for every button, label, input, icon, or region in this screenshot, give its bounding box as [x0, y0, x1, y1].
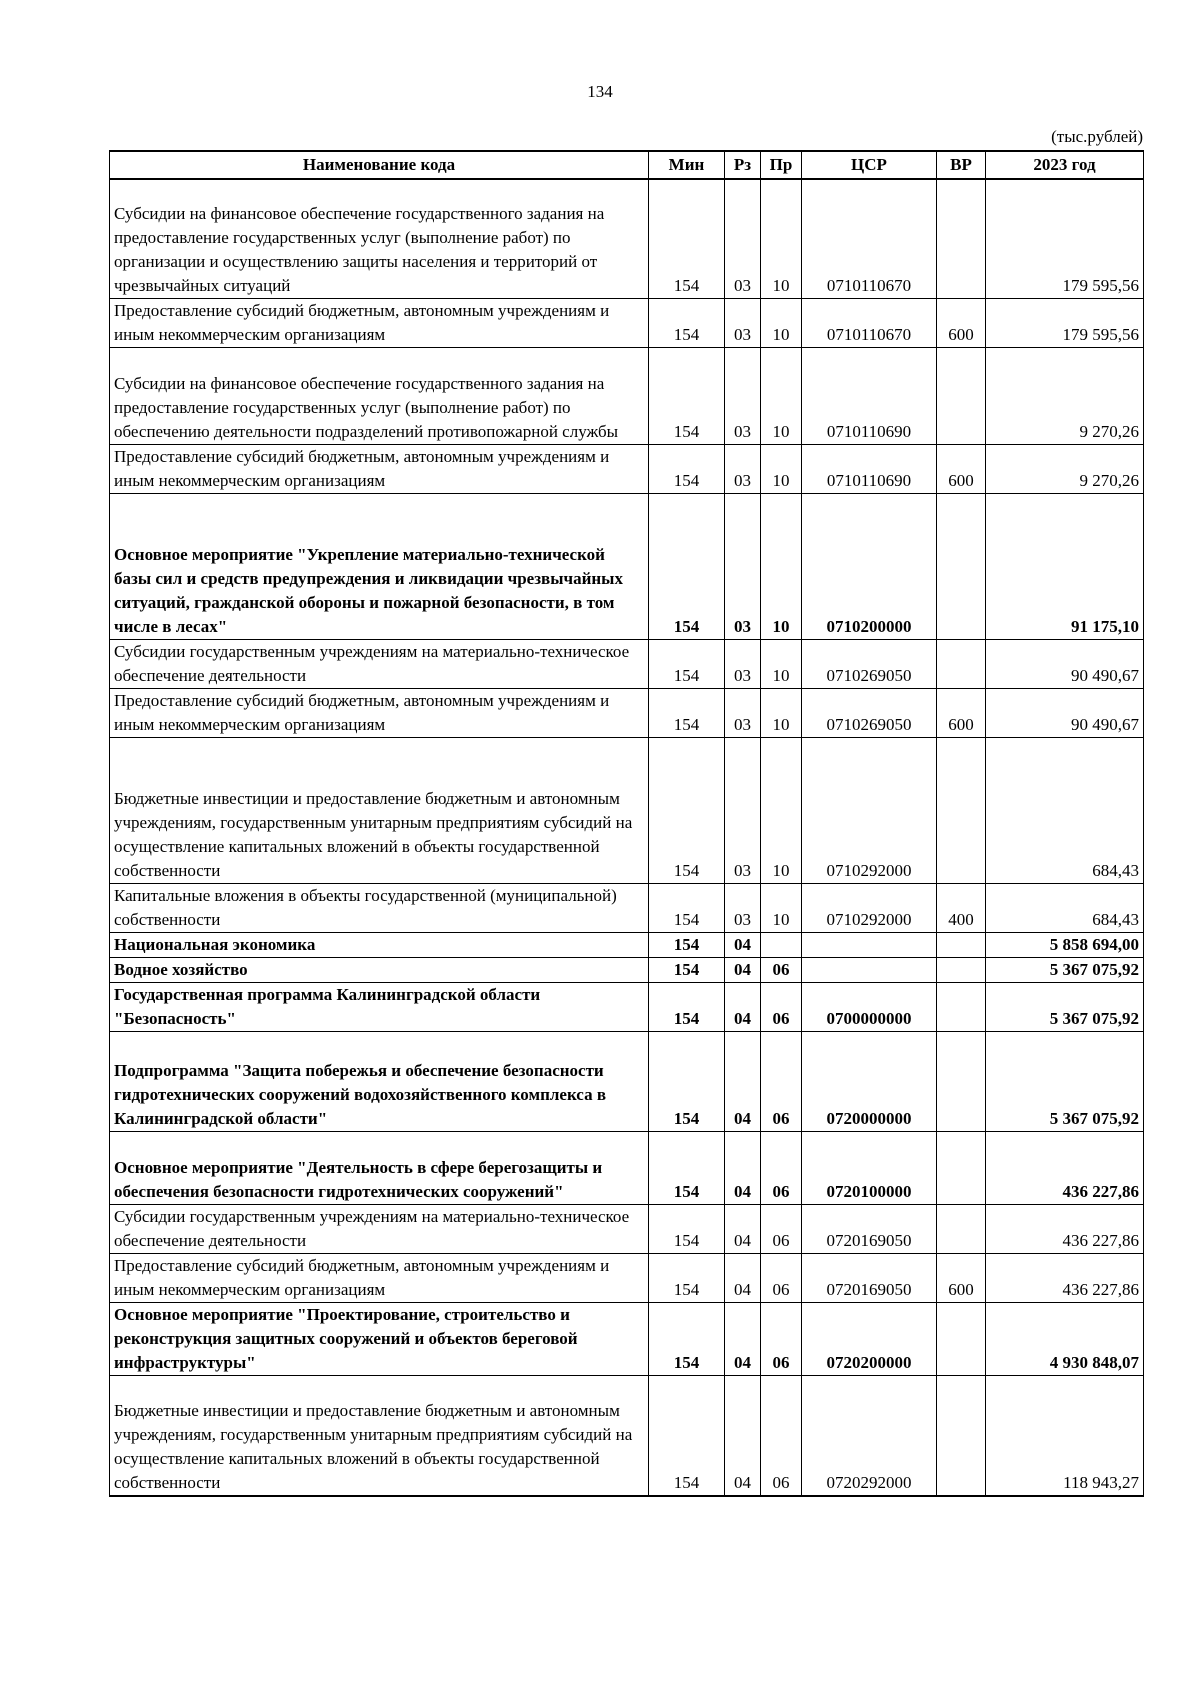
cell-min: 154	[649, 494, 725, 640]
table-row	[110, 348, 1144, 445]
cell-sum: 5 367 075,92	[986, 1032, 1144, 1132]
cell-pr: 06	[761, 1032, 802, 1132]
cell-min: 154	[649, 933, 725, 958]
cell-min: 154	[649, 738, 725, 884]
cell-csr: 0720292000	[802, 1376, 937, 1497]
table-row	[110, 884, 1144, 933]
cell-rz: 03	[725, 348, 761, 445]
cell-pr: 10	[761, 738, 802, 884]
cell-csr: 0710110670	[802, 299, 937, 348]
cell-vr	[937, 958, 986, 983]
table-row	[110, 1205, 1144, 1254]
cell-min: 154	[649, 179, 725, 299]
cell-name: Основное мероприятие "Проектирование, строительство и реконструкция защитных сооружений и объектов береговой инфраструктуры"	[110, 1303, 649, 1376]
cell-name: Национальная экономика	[110, 933, 649, 958]
cell-pr: 06	[761, 1254, 802, 1303]
cell-name: Предоставление субсидий бюджетным, автономным учреждениям и иным некоммерческим организациям	[110, 445, 649, 494]
cell-min: 154	[649, 1032, 725, 1132]
cell-vr	[937, 738, 986, 884]
cell-min: 154	[649, 348, 725, 445]
cell-pr: 10	[761, 884, 802, 933]
cell-sum: 5 367 075,92	[986, 983, 1144, 1032]
table-row	[110, 494, 1144, 640]
cell-csr: 0720100000	[802, 1132, 937, 1205]
cell-rz: 03	[725, 689, 761, 738]
cell-vr	[937, 494, 986, 640]
table-row	[110, 689, 1144, 738]
cell-csr: 0710292000	[802, 884, 937, 933]
cell-min: 154	[649, 1254, 725, 1303]
cell-pr: 06	[761, 958, 802, 983]
cell-csr: 0720200000	[802, 1303, 937, 1376]
cell-sum: 91 175,10	[986, 494, 1144, 640]
cell-min: 154	[649, 689, 725, 738]
table-row	[110, 1303, 1144, 1376]
table-row	[110, 179, 1144, 299]
cell-min: 154	[649, 1205, 725, 1254]
cell-sum: 9 270,26	[986, 445, 1144, 494]
cell-min: 154	[649, 1303, 725, 1376]
cell-vr	[937, 933, 986, 958]
cell-sum: 5 858 694,00	[986, 933, 1144, 958]
cell-csr: 0720000000	[802, 1032, 937, 1132]
cell-rz: 03	[725, 299, 761, 348]
cell-csr: 0710200000	[802, 494, 937, 640]
cell-csr: 0700000000	[802, 983, 937, 1032]
table-row	[110, 958, 1144, 983]
header-sum: 2023 год	[986, 151, 1144, 179]
cell-name: Предоставление субсидий бюджетным, автономным учреждениям и иным некоммерческим организациям	[110, 689, 649, 738]
cell-rz: 03	[725, 640, 761, 689]
cell-name: Капитальные вложения в объекты государственной (муниципальной) собственности	[110, 884, 649, 933]
cell-vr	[937, 348, 986, 445]
cell-pr: 10	[761, 494, 802, 640]
cell-rz: 04	[725, 958, 761, 983]
cell-pr: 10	[761, 640, 802, 689]
cell-sum: 436 227,86	[986, 1132, 1144, 1205]
cell-pr: 10	[761, 179, 802, 299]
cell-vr: 600	[937, 689, 986, 738]
cell-sum: 436 227,86	[986, 1254, 1144, 1303]
cell-rz: 03	[725, 738, 761, 884]
cell-sum: 9 270,26	[986, 348, 1144, 445]
cell-sum: 118 943,27	[986, 1376, 1144, 1497]
cell-pr: 10	[761, 689, 802, 738]
cell-name: Подпрограмма "Защита побережья и обеспечение безопасности гидротехнических сооружений водохозяйственного комплекса в Калининградской области"	[110, 1032, 649, 1132]
cell-pr: 06	[761, 1376, 802, 1497]
cell-name: Бюджетные инвестиции и предоставление бюджетным и автономным учреждениям, государственным унитарным предприятиям субсидий на осуществление капитальных вложений в объекты государственной собственности	[110, 1376, 649, 1497]
cell-rz: 04	[725, 1254, 761, 1303]
cell-rz: 04	[725, 1132, 761, 1205]
cell-csr: 0710269050	[802, 689, 937, 738]
cell-sum: 90 490,67	[986, 689, 1144, 738]
cell-rz: 04	[725, 983, 761, 1032]
cell-csr: 0710292000	[802, 738, 937, 884]
cell-min: 154	[649, 983, 725, 1032]
cell-rz: 04	[725, 1376, 761, 1497]
table-row	[110, 1376, 1144, 1497]
cell-min: 154	[649, 299, 725, 348]
cell-vr	[937, 1376, 986, 1497]
cell-vr	[937, 1032, 986, 1132]
cell-min: 154	[649, 884, 725, 933]
table-row	[110, 445, 1144, 494]
table-header-row	[110, 151, 1144, 179]
header-name: Наименование кода	[110, 151, 649, 179]
cell-vr	[937, 179, 986, 299]
cell-name: Основное мероприятие "Укрепление материально-технической базы сил и средств предупреждения и ликвидации чрезвычайных ситуаций, гражданской обороны и пожарной безопасности, в том числе в лесах"	[110, 494, 649, 640]
cell-csr: 0710269050	[802, 640, 937, 689]
cell-csr	[802, 958, 937, 983]
cell-vr: 600	[937, 1254, 986, 1303]
cell-pr: 10	[761, 299, 802, 348]
table-row	[110, 738, 1144, 884]
cell-sum: 4 930 848,07	[986, 1303, 1144, 1376]
cell-rz: 03	[725, 494, 761, 640]
cell-vr	[937, 1303, 986, 1376]
header-csr: ЦСР	[802, 151, 937, 179]
cell-vr: 600	[937, 445, 986, 494]
cell-name: Государственная программа Калининградской области "Безопасность"	[110, 983, 649, 1032]
table-row	[110, 933, 1144, 958]
cell-vr: 600	[937, 299, 986, 348]
cell-vr: 400	[937, 884, 986, 933]
cell-rz: 03	[725, 884, 761, 933]
cell-vr	[937, 983, 986, 1032]
cell-vr	[937, 640, 986, 689]
table-row	[110, 983, 1144, 1032]
cell-name: Субсидии государственным учреждениям на материально-техническое обеспечение деятельности	[110, 1205, 649, 1254]
cell-csr: 0720169050	[802, 1205, 937, 1254]
header-rz: Рз	[725, 151, 761, 179]
table-row	[110, 1032, 1144, 1132]
cell-min: 154	[649, 1132, 725, 1205]
cell-sum: 684,43	[986, 884, 1144, 933]
cell-name: Предоставление субсидий бюджетным, автономным учреждениям и иным некоммерческим организациям	[110, 1254, 649, 1303]
cell-sum: 436 227,86	[986, 1205, 1144, 1254]
cell-rz: 04	[725, 933, 761, 958]
cell-name: Водное хозяйство	[110, 958, 649, 983]
cell-sum: 179 595,56	[986, 179, 1144, 299]
cell-pr: 06	[761, 1132, 802, 1205]
cell-vr	[937, 1205, 986, 1254]
table-row	[110, 640, 1144, 689]
cell-pr	[761, 933, 802, 958]
cell-csr	[802, 933, 937, 958]
table-row	[110, 1132, 1144, 1205]
cell-sum: 179 595,56	[986, 299, 1144, 348]
cell-rz: 04	[725, 1205, 761, 1254]
cell-csr: 0710110690	[802, 348, 937, 445]
cell-min: 154	[649, 445, 725, 494]
cell-pr: 06	[761, 1303, 802, 1376]
cell-sum: 90 490,67	[986, 640, 1144, 689]
cell-name: Субсидии государственным учреждениям на материально-техническое обеспечение деятельности	[110, 640, 649, 689]
cell-vr	[937, 1132, 986, 1205]
cell-rz: 03	[725, 179, 761, 299]
cell-csr: 0710110690	[802, 445, 937, 494]
cell-min: 154	[649, 958, 725, 983]
budget-table	[109, 150, 1144, 1497]
unit-label: (тыс.рублей)	[1051, 127, 1143, 146]
cell-pr: 10	[761, 348, 802, 445]
cell-name: Основное мероприятие "Деятельность в сфере берегозащиты и обеспечения безопасности гидротехнических сооружений"	[110, 1132, 649, 1205]
page-number: 134	[587, 82, 613, 101]
cell-name: Субсидии на финансовое обеспечение государственного задания на предоставление государственных услуг (выполнение работ) по организации и осуществлению защиты населения и территорий от чрезвычайных ситуаций	[110, 179, 649, 299]
header-min: Мин	[649, 151, 725, 179]
cell-rz: 03	[725, 445, 761, 494]
cell-rz: 04	[725, 1032, 761, 1132]
cell-rz: 04	[725, 1303, 761, 1376]
cell-pr: 10	[761, 445, 802, 494]
cell-name: Субсидии на финансовое обеспечение государственного задания на предоставление государственных услуг (выполнение работ) по обеспечению деятельности подразделений противопожарной службы	[110, 348, 649, 445]
cell-sum: 684,43	[986, 738, 1144, 884]
cell-csr: 0720169050	[802, 1254, 937, 1303]
cell-min: 154	[649, 1376, 725, 1497]
header-pr: Пр	[761, 151, 802, 179]
cell-name: Бюджетные инвестиции и предоставление бюджетным и автономным учреждениям, государственным унитарным предприятиям субсидий на осуществление капитальных вложений в объекты государственной собственности	[110, 738, 649, 884]
cell-pr: 06	[761, 1205, 802, 1254]
cell-min: 154	[649, 640, 725, 689]
table-row	[110, 299, 1144, 348]
cell-name: Предоставление субсидий бюджетным, автономным учреждениям и иным некоммерческим организациям	[110, 299, 649, 348]
header-vr: ВР	[937, 151, 986, 179]
cell-pr: 06	[761, 983, 802, 1032]
table-row	[110, 1254, 1144, 1303]
cell-csr: 0710110670	[802, 179, 937, 299]
cell-sum: 5 367 075,92	[986, 958, 1144, 983]
